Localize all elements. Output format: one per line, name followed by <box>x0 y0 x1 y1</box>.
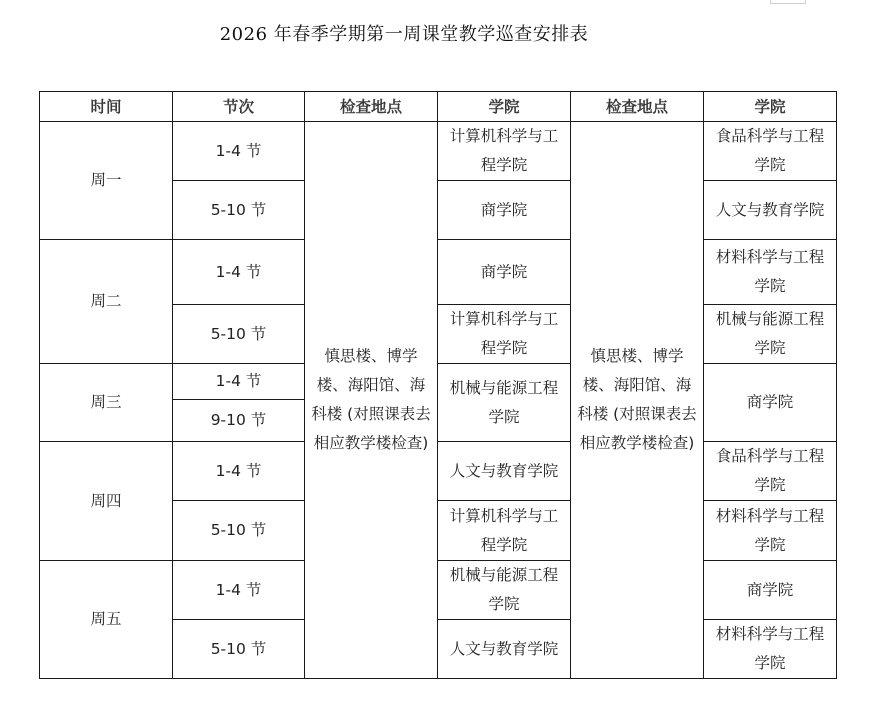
period-cell: 5-10 节 <box>173 181 305 240</box>
college-a-cell: 机械与能源工程学院 <box>438 364 571 442</box>
location-cell-a: 慎思楼、博学楼、海阳馆、海科楼 (对照课表去相应教学楼检查) <box>305 122 438 679</box>
college-b-cell: 商学院 <box>704 561 837 620</box>
table-header-row <box>40 92 837 122</box>
day-cell: 周三 <box>40 364 173 442</box>
document-title: 2026 年春季学期第一周课堂教学巡查安排表 <box>219 24 589 45</box>
table-row <box>40 561 837 620</box>
college-a-cell: 计算机科学与工程学院 <box>438 122 571 181</box>
table-row <box>40 364 837 400</box>
college-a-cell: 商学院 <box>438 240 571 305</box>
header-location-a: 检查地点 <box>305 92 438 122</box>
period-cell: 5-10 节 <box>173 620 305 679</box>
table-row <box>40 442 837 501</box>
college-b-cell: 商学院 <box>704 364 837 442</box>
header-period: 节次 <box>173 92 305 122</box>
college-b-cell: 食品科学与工程学院 <box>704 122 837 181</box>
table-row <box>40 240 837 305</box>
period-cell: 1-4 节 <box>173 122 305 181</box>
period-cell: 1-4 节 <box>173 442 305 501</box>
college-b-cell: 材料科学与工程学院 <box>704 620 837 679</box>
location-cell-b: 慎思楼、博学楼、海阳馆、海科楼 (对照课表去相应教学楼检查) <box>571 122 704 679</box>
college-a-cell: 商学院 <box>438 181 571 240</box>
period-cell: 5-10 节 <box>173 305 305 364</box>
header-college-b: 学院 <box>704 92 837 122</box>
college-b-cell: 机械与能源工程学院 <box>704 305 837 364</box>
header-time: 时间 <box>40 92 173 122</box>
period-cell: 9-10 节 <box>173 400 305 442</box>
college-a-cell: 计算机科学与工程学院 <box>438 305 571 364</box>
college-a-cell: 计算机科学与工程学院 <box>438 501 571 561</box>
college-a-cell: 人文与教育学院 <box>438 442 571 501</box>
inspection-schedule-table <box>39 91 837 679</box>
period-cell: 1-4 节 <box>173 240 305 305</box>
college-b-cell: 人文与教育学院 <box>704 181 837 240</box>
period-cell: 1-4 节 <box>173 364 305 400</box>
header-college-a: 学院 <box>438 92 571 122</box>
college-a-cell: 人文与教育学院 <box>438 620 571 679</box>
college-b-cell: 材料科学与工程学院 <box>704 501 837 561</box>
window-corner-mark <box>770 0 806 4</box>
day-cell: 周一 <box>40 122 173 240</box>
college-b-cell: 食品科学与工程学院 <box>704 442 837 501</box>
header-location-b: 检查地点 <box>571 92 704 122</box>
day-cell: 周四 <box>40 442 173 561</box>
college-b-cell: 材料科学与工程学院 <box>704 240 837 305</box>
period-cell: 5-10 节 <box>173 501 305 561</box>
day-cell: 周五 <box>40 561 173 679</box>
table-row <box>40 122 837 181</box>
college-a-cell: 机械与能源工程学院 <box>438 561 571 620</box>
period-cell: 1-4 节 <box>173 561 305 620</box>
day-cell: 周二 <box>40 240 173 364</box>
